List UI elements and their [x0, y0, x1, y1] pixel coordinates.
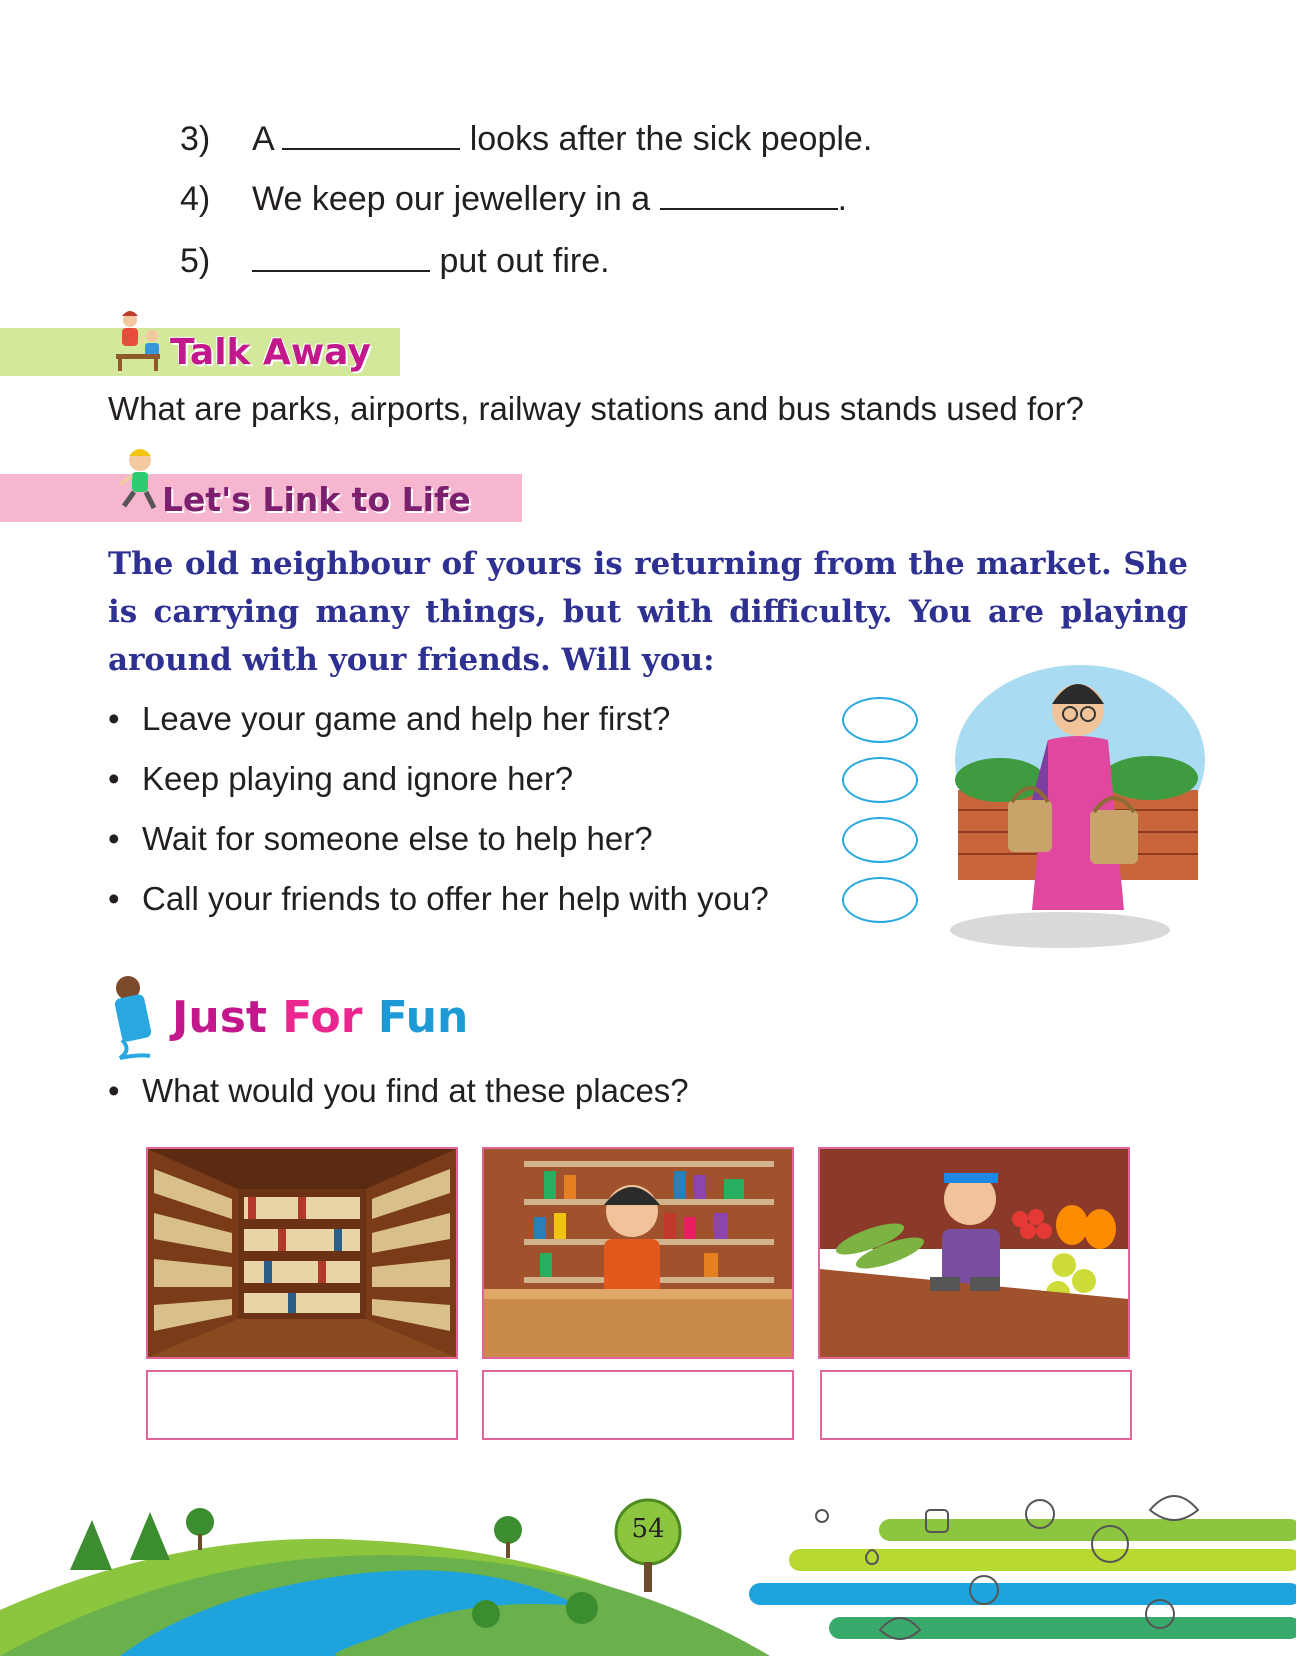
answer-oval-1[interactable] [842, 697, 918, 743]
question-5 [180, 240, 610, 281]
answer-box-library[interactable] [146, 1370, 458, 1440]
fun-question-text: What would you find at these places? [142, 1072, 689, 1109]
answer-blank[interactable] [282, 118, 460, 150]
question-text-before: A [252, 120, 273, 158]
old-lady-illustration [950, 660, 1212, 950]
bookshelves-picture [148, 1149, 456, 1357]
option-item [108, 880, 769, 918]
option-item [108, 700, 670, 738]
title-part-fun: Fun [377, 992, 469, 1043]
talk-away-question: What are parks, airports, railway stations and bus stands used for? [108, 390, 1084, 427]
bullet-icon: • [108, 760, 120, 797]
question-number: 3) [180, 120, 211, 158]
answer-box-market[interactable] [820, 1370, 1132, 1440]
bullet-icon: • [108, 820, 120, 857]
talk-away-title: Talk Away [170, 332, 371, 373]
page-number: 54 [631, 1514, 665, 1544]
option-text: Leave your game and help her first? [142, 700, 671, 737]
question-4 [180, 178, 847, 219]
fun-question [108, 1072, 689, 1110]
talk-away-banner [0, 328, 400, 376]
option-text: Call your friends to offer her help with you? [142, 880, 769, 917]
title-part-just: Just [172, 992, 267, 1043]
vegetable-vendor-picture [820, 1149, 1128, 1357]
link-to-life-title: Let's Link to Life [162, 480, 471, 519]
running-child-icon [112, 446, 164, 516]
bullet-icon: • [108, 1072, 120, 1109]
option-item [108, 760, 573, 798]
link-to-life-banner [0, 474, 522, 522]
question-text-before: We keep our jewellery in a [252, 180, 651, 218]
answer-blank[interactable] [252, 240, 430, 272]
library-image [146, 1147, 458, 1359]
answer-oval-3[interactable] [842, 817, 918, 863]
bullet-icon: • [108, 700, 120, 737]
question-number: 5) [180, 242, 211, 280]
page-number-tree-icon [612, 1496, 684, 1596]
option-text: Wait for someone else to help her? [142, 820, 653, 857]
question-3 [180, 118, 872, 159]
question-text-after: put out fire. [439, 242, 610, 280]
option-item [108, 820, 653, 858]
scenario-prompt: The old neighbour of yours is returning from the market. She is carrying many things, but with difficulty. You are playing around with your friends. Will you: [108, 546, 1188, 678]
title-part-for: For [282, 992, 363, 1043]
answer-blank[interactable] [660, 178, 838, 210]
answer-oval-2[interactable] [842, 757, 918, 803]
crayon-boy-icon [106, 974, 162, 1060]
just-for-fun-title [172, 992, 468, 1043]
shop-image [482, 1147, 794, 1359]
question-number: 4) [180, 180, 211, 218]
answer-oval-4[interactable] [842, 877, 918, 923]
question-text-after: . [837, 180, 848, 218]
children-talking-icon [108, 310, 166, 372]
question-text-after: looks after the sick people. [469, 120, 873, 158]
answer-box-shop[interactable] [482, 1370, 794, 1440]
market-image [818, 1147, 1130, 1359]
option-text: Keep playing and ignore her? [142, 760, 574, 797]
shopkeeper-picture [484, 1149, 792, 1357]
bullet-icon: • [108, 880, 120, 917]
